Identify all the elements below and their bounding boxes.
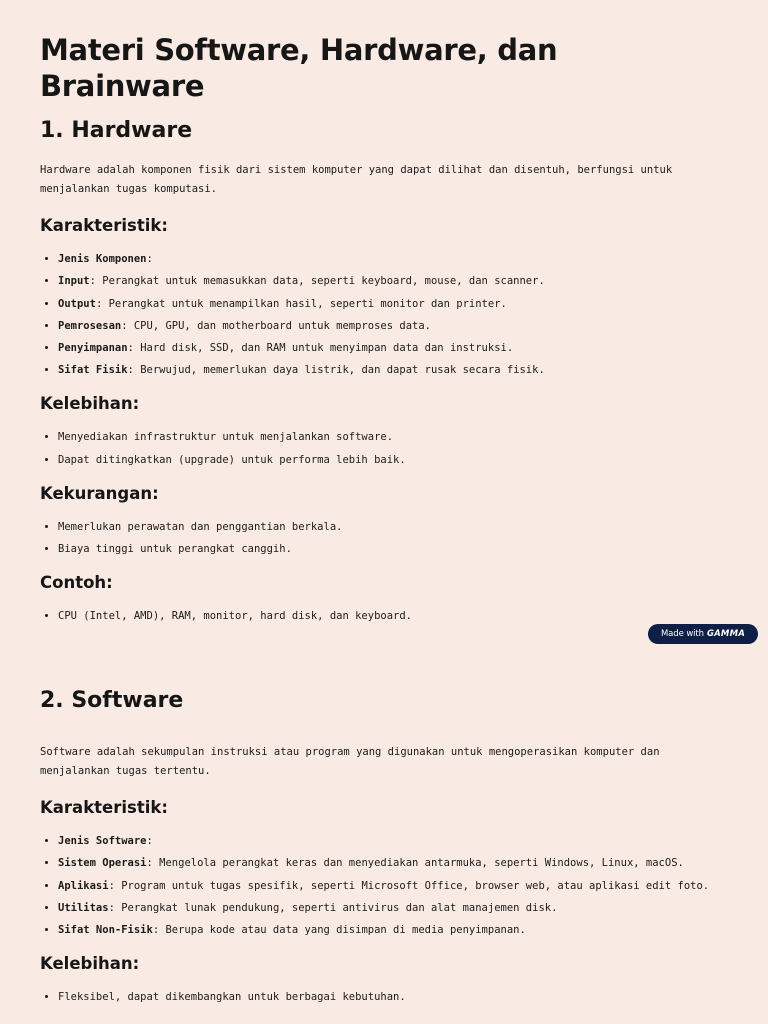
list-item (58, 297, 728, 311)
list-item (58, 901, 728, 915)
term: Sifat Fisik (58, 364, 128, 377)
hardware-heading: 1. Hardware (40, 118, 193, 143)
description: : (146, 253, 153, 265)
software-intro: Software adalah sekumpulan instruksi atau program yang digunakan untuk mengoperasikan komputer dan menjalankan tugas tertentu. (40, 746, 660, 777)
page-title: Materi Software, Hardware, dan Brainware (40, 33, 558, 103)
hardware-kekurangan-heading: Kekurangan: (40, 483, 159, 503)
hardware-kelebihan-list (40, 430, 728, 466)
description: : (146, 835, 153, 847)
description: : Perangkat lunak pendukung, seperti antivirus dan alat manajemen disk. (108, 901, 558, 914)
list-item (58, 319, 728, 333)
hardware-kekurangan-list (40, 520, 728, 556)
description: : Hard disk, SSD, dan RAM untuk menyimpan data dan instruksi. (127, 342, 514, 355)
hardware-karakteristik-list (40, 252, 728, 377)
hardware-contoh-heading: Contoh: (40, 573, 113, 593)
description: : Program untuk tugas spesifik, seperti Microsoft Office, browser web, atau aplikasi edit foto. (108, 879, 710, 892)
term: Output (58, 297, 96, 310)
hardware-contoh-list (40, 609, 728, 623)
list-item (58, 856, 728, 870)
term: Penyimpanan (58, 342, 128, 355)
software-card (0, 658, 768, 1024)
term: Aplikasi (58, 879, 109, 892)
list-item: • Menyediakan infrastruktur untuk menjalankan software. (58, 430, 728, 444)
term: Input (58, 275, 90, 288)
term: Sifat Non-Fisik (58, 924, 153, 937)
list-item (58, 252, 728, 266)
list-item (58, 834, 728, 848)
description: : Berupa kode atau data yang disimpan di media penyimpanan. (152, 924, 526, 937)
hardware-intro: Hardware adalah komponen fisik dari sistem komputer yang dapat dilihat dan disentuh, berfungsi untuk menjalankan tugas komputasi. (40, 164, 673, 195)
list-item (58, 363, 728, 377)
list-item (58, 341, 728, 355)
term: Pemrosesan (58, 319, 122, 332)
software-kelebihan-list (40, 990, 728, 1004)
term: Utilitas (58, 901, 109, 914)
list-item: • Biaya tinggi untuk perangkat canggih. (58, 542, 728, 556)
software-karakteristik-list (40, 834, 728, 937)
term: Sistem Operasi (58, 857, 147, 870)
badge-prefix: Made with (660, 629, 704, 639)
list-item: • Dapat ditingkatkan (upgrade) untuk performa lebih baik. (58, 453, 728, 467)
term: Jenis Software (58, 835, 147, 847)
term: Jenis Komponen (58, 253, 147, 265)
description: : Perangkat untuk menampilkan hasil, seperti monitor dan printer. (95, 297, 507, 310)
description: : Perangkat untuk memasukkan data, seperti keyboard, mouse, dan scanner. (89, 275, 545, 288)
list-item: • CPU (Intel, AMD), RAM, monitor, hard disk, dan keyboard. (58, 609, 728, 623)
hardware-karakteristik-heading: Karakteristik: (40, 216, 168, 235)
description: : Mengelola perangkat keras dan menyediakan antarmuka, seperti Windows, Linux, macOS. (146, 857, 684, 870)
software-kelebihan-heading: Kelebihan: (40, 954, 140, 974)
made-with-gamma-badge[interactable] (648, 624, 758, 644)
list-item: • Fleksibel, dapat dikembangkan untuk berbagai kebutuhan. (58, 990, 728, 1004)
list-item (58, 274, 728, 288)
gamma-logo: GAMMA (706, 629, 746, 639)
software-karakteristik-heading: Karakteristik: (40, 798, 168, 817)
description: : CPU, GPU, dan motherboard untuk memproses data. (121, 319, 431, 332)
list-item (58, 923, 728, 937)
list-item (58, 879, 728, 893)
description: : Berwujud, memerlukan daya listrik, dan dapat rusak secara fisik. (127, 364, 545, 377)
hardware-kelebihan-heading: Kelebihan: (40, 394, 140, 414)
list-item: • Memerlukan perawatan dan penggantian berkala. (58, 520, 728, 534)
software-heading: 2. Software (40, 688, 184, 713)
